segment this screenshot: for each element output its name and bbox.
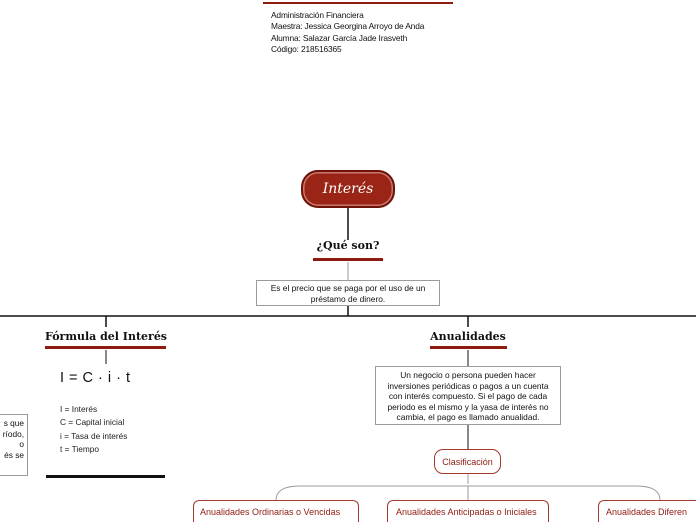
annuity-type-ordinary-label: Anualidades Ordinarias o Vencidas	[200, 506, 341, 517]
formula-heading[interactable]: Fórmula del Interés	[44, 330, 168, 343]
annuity-type-deferred[interactable]	[598, 500, 696, 522]
question-underline	[313, 258, 383, 261]
classification-label: Clasificación	[442, 456, 493, 467]
annuity-type-deferred-label: Anualidades Diferen	[606, 506, 688, 517]
header-student: Alumna: Salazar García Jade Irasveth	[271, 32, 408, 43]
side-note-line-3: o	[19, 439, 24, 449]
annuity-type-ordinary[interactable]	[193, 500, 359, 522]
classification-node[interactable]	[434, 449, 501, 474]
legend-item-interest: I = Interés	[60, 404, 98, 414]
side-note-line-1: s que	[3, 418, 24, 428]
legend-item-capital: C = Capital inicial	[60, 417, 125, 428]
formula-bottom-rule	[46, 475, 165, 478]
annuities-description-box[interactable]	[375, 366, 561, 425]
side-note-box[interactable]	[0, 414, 28, 476]
header-teacher: Maestra: Jessica Georgina Arroyo de Anda	[271, 21, 425, 32]
formula-expression: I = C · i · t	[60, 370, 131, 386]
formula-legend	[60, 403, 127, 457]
question-answer-box[interactable]	[256, 280, 440, 306]
side-note-line-4: és se	[4, 449, 24, 460]
header-code: Código: 218516365	[271, 44, 342, 55]
header-info	[271, 10, 471, 56]
header-divider	[263, 2, 453, 4]
side-note-line-2: ríodo,	[2, 428, 24, 439]
main-topic-label: Interés	[322, 181, 374, 197]
question-heading[interactable]: ¿Qué son?	[316, 239, 380, 252]
legend-item-rate: i = Tasa de interés	[60, 430, 128, 441]
main-topic-node[interactable]	[301, 170, 395, 208]
annuity-type-anticipated-label: Anualidades Anticipadas o Iniciales	[396, 506, 537, 517]
annuities-underline	[430, 346, 507, 349]
legend-item-time: t = Tiempo	[60, 444, 99, 455]
question-answer-text: Es el precio que se paga por el uso de un préstamo de dinero.	[270, 283, 426, 304]
header-course: Administración Financiera	[271, 10, 364, 20]
formula-underline	[45, 346, 166, 349]
annuity-type-anticipated[interactable]	[387, 500, 549, 522]
annuities-description-text: Un negocio o persona pueden hacer inversiones periódicas o pagos a un cuenta con interés compuesto. Si el pago de cada periodo es el mismo y la yasa de interés no cambia, el pago es llamado anualidad.	[387, 370, 549, 423]
annuities-heading[interactable]: Anualidades	[430, 330, 506, 343]
